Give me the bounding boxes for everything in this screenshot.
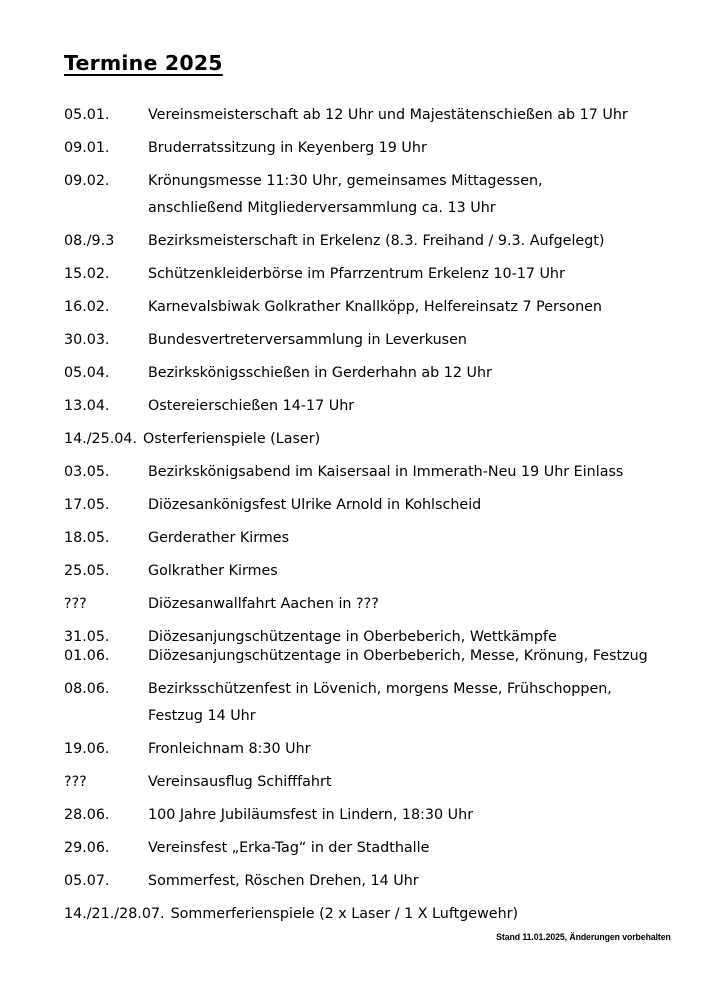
entry-description <box>148 232 664 251</box>
entry-date: 03.05. <box>64 464 110 480</box>
entry-date: 25.05. <box>64 563 110 579</box>
schedule-entry <box>64 265 664 284</box>
entry-description <box>148 562 664 581</box>
entry-date: 05.07. <box>64 873 110 889</box>
entry-description-text: Diözesankönigsfest Ulrike Arnold in Kohlscheid <box>148 497 482 513</box>
schedule-entry <box>64 680 664 726</box>
entry-description-continuation: anschließend Mitgliederversammlung ca. 13 Uhr <box>148 200 496 216</box>
schedule-entry <box>64 463 664 482</box>
entry-description <box>148 463 664 482</box>
entry-date: ??? <box>64 596 87 612</box>
entry-description-text: Sommerfest, Röschen Drehen, 14 Uhr <box>148 873 419 889</box>
entry-description-text: Gerderather Kirmes <box>148 530 290 546</box>
schedule-entry <box>64 773 664 792</box>
entry-description <box>148 647 664 666</box>
entry-description <box>148 496 664 515</box>
entry-description-text: Diözesanwallfahrt Aachen in ??? <box>148 596 379 612</box>
entry-description-text: Bezirksmeisterschaft in Erkelenz (8.3. Freihand / 9.3. Aufgelegt) <box>148 233 605 249</box>
schedule-entry <box>64 806 664 825</box>
entry-date: 29.06. <box>64 840 110 856</box>
entry-description <box>148 364 664 383</box>
schedule-entry <box>64 595 664 614</box>
entry-date: 30.03. <box>64 332 110 348</box>
page-title: Termine 2025 <box>64 51 223 75</box>
schedule-entry <box>64 562 664 581</box>
entry-date: 17.05. <box>64 497 110 513</box>
entry-description-text: Krönungsmesse 11:30 Uhr, gemeinsames Mittagessen, <box>148 173 543 189</box>
entry-description <box>148 106 664 125</box>
entry-description-text: 100 Jahre Jubiläumsfest in Lindern, 18:30 Uhr <box>148 807 474 823</box>
entry-description <box>171 905 664 924</box>
entry-description <box>148 595 664 614</box>
entry-description <box>148 139 664 158</box>
entry-date: 05.04. <box>64 365 110 381</box>
entry-description-text: Sommerferienspiele (2 x Laser / 1 X Luftgewehr) <box>170 906 519 922</box>
entry-description-text: Schützenkleiderbörse im Pfarrzentrum Erkelenz 10-17 Uhr <box>148 266 565 282</box>
entry-date: 08.06. <box>64 681 110 697</box>
entry-description-text: Fronleichnam 8:30 Uhr <box>148 741 311 757</box>
schedule-entry <box>64 364 664 383</box>
entry-date: 15.02. <box>64 266 110 282</box>
entry-date: 16.02. <box>64 299 110 315</box>
entry-description <box>148 628 664 647</box>
revision-note: Stand 11.01.2025, Änderungen vorbehalten <box>496 932 671 943</box>
entry-description <box>148 806 664 825</box>
schedule-entry <box>64 839 664 858</box>
entry-date: 09.01. <box>64 140 110 156</box>
entry-description <box>148 298 664 317</box>
entry-date: 18.05. <box>64 530 110 546</box>
entry-description-text: Bezirksschützenfest in Lövenich, morgens Messe, Frühschoppen, <box>148 681 612 697</box>
entry-description-text: Bezirkskönigsabend im Kaisersaal in Immerath-Neu 19 Uhr Einlass <box>148 464 624 480</box>
schedule-entry <box>64 172 664 218</box>
entry-description <box>148 529 664 548</box>
entry-date: 13.04. <box>64 398 110 414</box>
entry-description-text: Vereinsfest „Erka-Tag“ in der Stadthalle <box>148 840 430 856</box>
entry-date: 09.02. <box>64 173 110 189</box>
schedule-entry <box>64 647 664 666</box>
entry-description-continuation: Festzug 14 Uhr <box>148 708 256 724</box>
entry-description-text: Osterferienspiele (Laser) <box>143 431 321 447</box>
entry-description-text: Bruderratssitzung in Keyenberg 19 Uhr <box>148 140 427 156</box>
entry-description <box>143 430 664 449</box>
schedule-entry <box>64 872 664 891</box>
entry-date: 01.06. <box>64 648 110 664</box>
schedule-entry <box>64 628 664 647</box>
entry-date: 14./21./28.07. <box>64 906 165 922</box>
schedule-entry <box>64 298 664 317</box>
schedule-entry <box>64 496 664 515</box>
schedule-entry <box>64 232 664 251</box>
entry-date: 31.05. <box>64 629 110 645</box>
entry-description <box>148 773 664 792</box>
entry-description-text: Bundesvertreterversammlung in Leverkusen <box>148 332 467 348</box>
entry-description-text: Diözesanjungschützentage in Oberbeberich, Wettkämpfe <box>148 629 557 645</box>
entry-description <box>148 680 664 726</box>
entry-date: 08./9.3 <box>64 233 115 249</box>
entry-description-text: Diözesanjungschützentage in Oberbeberich, Messe, Krönung, Festzug <box>148 648 648 664</box>
entry-description <box>148 740 664 759</box>
entry-description-text: Bezirkskönigsschießen in Gerderhahn ab 12 Uhr <box>148 365 492 381</box>
schedule-entry <box>64 740 664 759</box>
entry-description-text: Vereinsausflug Schifffahrt <box>148 774 332 790</box>
entry-date: 05.01. <box>64 107 110 123</box>
entry-description <box>148 265 664 284</box>
schedule-entry <box>64 905 664 924</box>
entry-description-text: Karnevalsbiwak Golkrather Knallköpp, Helfereinsatz 7 Personen <box>148 299 602 315</box>
schedule-entry <box>64 139 664 158</box>
entry-description <box>148 397 664 416</box>
entry-description-text: Ostereierschießen 14-17 Uhr <box>148 398 355 414</box>
schedule-entry <box>64 529 664 548</box>
entry-description <box>148 331 664 350</box>
entry-date: ??? <box>64 774 87 790</box>
entry-date: 14./25.04. <box>64 431 138 447</box>
entry-description <box>148 872 664 891</box>
schedule-list <box>64 106 664 938</box>
schedule-entry <box>64 106 664 125</box>
entry-description <box>148 839 664 858</box>
schedule-entry <box>64 397 664 416</box>
entry-description <box>148 172 664 218</box>
entry-date: 28.06. <box>64 807 110 823</box>
entry-description-text: Vereinsmeisterschaft ab 12 Uhr und Majestätenschießen ab 17 Uhr <box>148 107 628 123</box>
entry-description-text: Golkrather Kirmes <box>148 563 278 579</box>
entry-date: 19.06. <box>64 741 110 757</box>
schedule-entry <box>64 430 664 449</box>
schedule-entry <box>64 331 664 350</box>
